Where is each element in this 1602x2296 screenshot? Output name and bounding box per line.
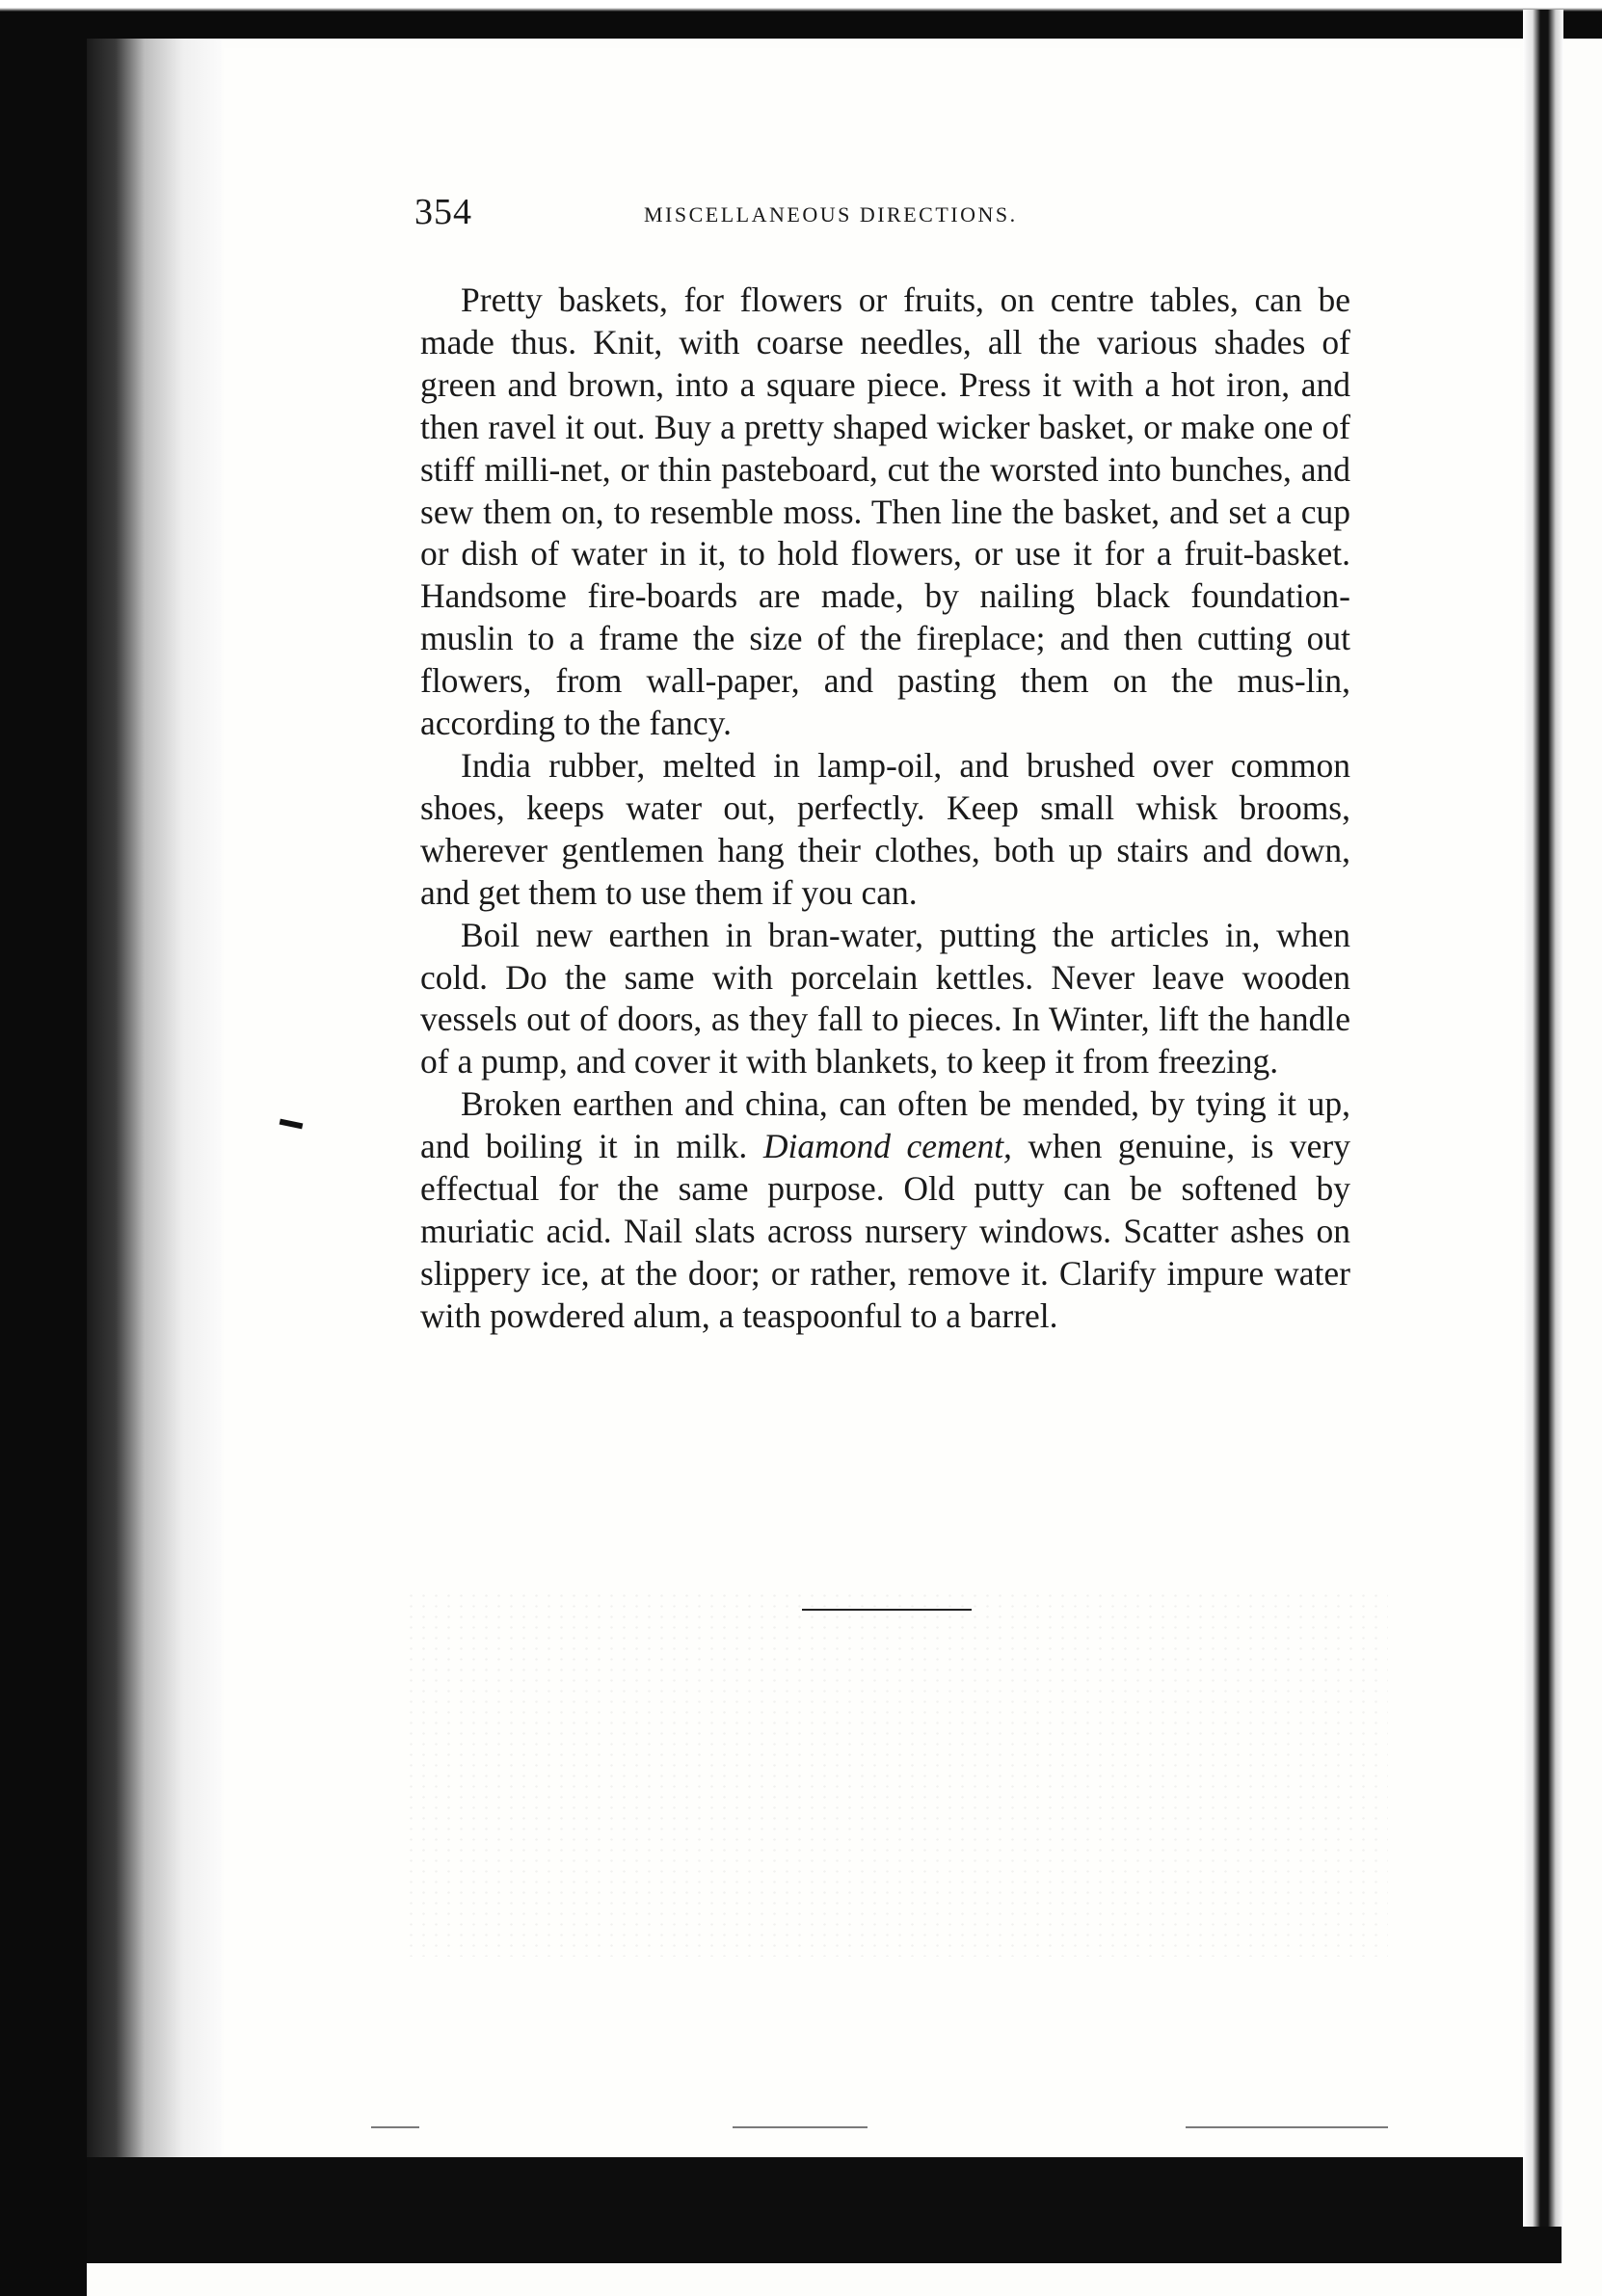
binding-gutter-shadow <box>87 39 222 2246</box>
section-separator-rule <box>802 1609 972 1611</box>
paragraph-earthen: Boil new earthen in bran-water, putting the articles in, when cold. Do the same with porcelain kettles. Never leave wooden vessels out of doors, as they fall to pieces. In Winter, lift the handle of a pump, and cover it with blankets, to keep it from freezing. <box>420 915 1350 1081</box>
binding-bottom-edge <box>87 2157 1562 2263</box>
footer-rule <box>1186 2126 1388 2128</box>
binding-top-edge <box>0 0 1602 39</box>
emphasis-diamond-cement: Diamond cement, <box>762 1127 1012 1166</box>
section-title: MISCELLANEOUS DIRECTIONS. <box>644 202 1018 227</box>
paragraph-text-before: Broken earthen and china, can often be mended, by tying it up, and boiling it in milk. <box>420 1084 1350 1166</box>
paragraph-text-after: when genuine, is very effectual for the same purpose. Old putty can be softened by muriatic acid. Nail slats across nursery windows. Scatter ashes on slippery ice, at the door; or rather, remove it. Clarify impure water with powdered alum, a teaspoonful to a barrel. <box>420 1127 1350 1335</box>
paragraph-india-rubber: India rubber, melted in lamp-oil, and brushed over common shoes, keeps water out, perfectly. Keep small whisk brooms, wherever gentlemen hang their clothes, both up stairs and down, and get them to use them if you can. <box>420 745 1350 912</box>
footer-rule <box>733 2126 868 2128</box>
running-head <box>414 191 1147 249</box>
bleed-through-texture <box>405 1590 1388 1957</box>
footer-rule <box>371 2126 419 2128</box>
page-number: 354 <box>414 192 472 232</box>
body-text <box>420 280 1350 1338</box>
binding-left-edge <box>0 39 87 2296</box>
paragraph-broken-china <box>420 1083 1350 1337</box>
paragraph-baskets: Pretty baskets, for flowers or fruits, on centre tables, can be made thus. Knit, with coarse needles, all the various shades of green and brown, into a square piece. Press it with a hot iron, and then ravel it out. Buy a pretty shaped wicker basket, or make one of stiff milli-net, or thin pasteboard, cut the worsted into bunches, and sew them on, to resemble moss. Then line the basket, and set a cup or dish of water in it, to hold flowers, or use it for a fruit-basket. Handsome fire-boards are made, by nailing black foundation-muslin to a frame the size of the fireplace; and then cutting out flowers, from wall-paper, and pasting them on the mus-lin, according to the fancy. <box>420 280 1350 743</box>
binding-right-edge <box>1523 10 1563 2227</box>
